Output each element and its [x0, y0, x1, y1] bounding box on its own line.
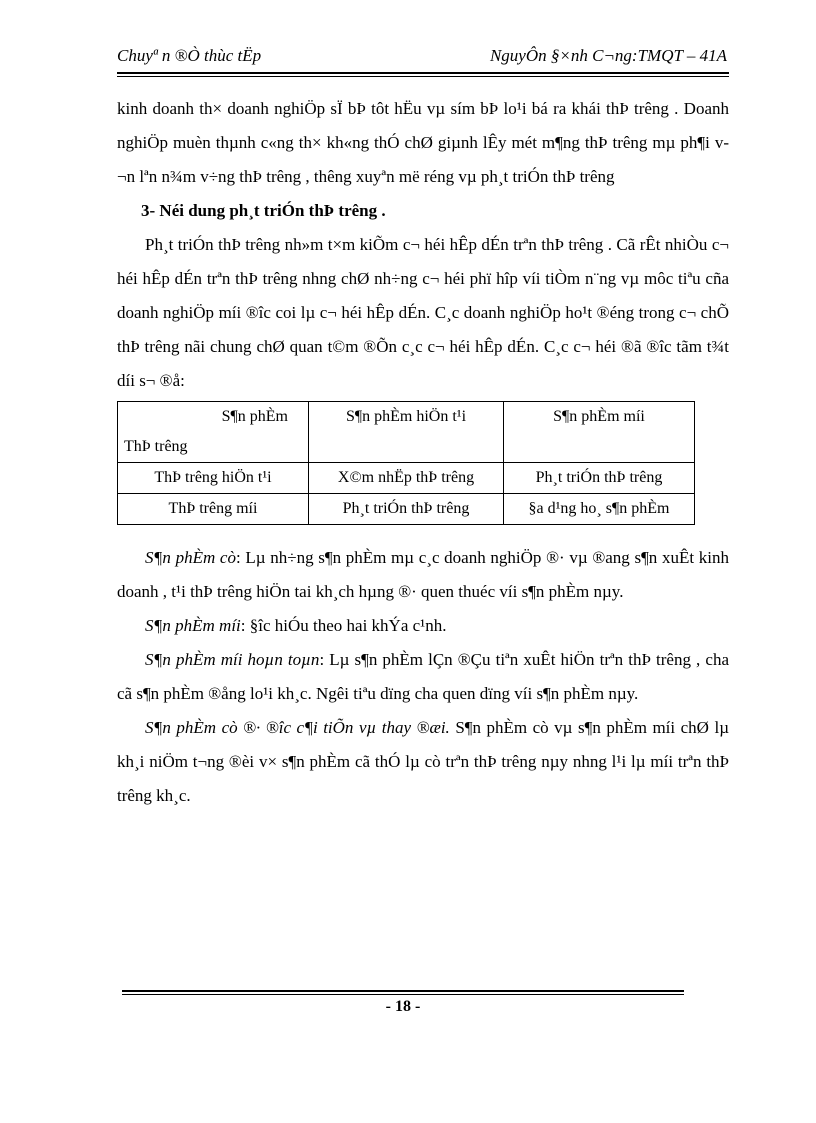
table-cell: X©m nhËp thÞ trêng: [309, 463, 504, 494]
footer-rule-thick: [122, 990, 684, 992]
table-row: [118, 494, 695, 525]
paragraph-new-product: [117, 609, 729, 643]
page-number: - 18 -: [385, 998, 421, 1015]
table-col-header: S¶n phÈm hiÖn t¹i: [309, 402, 504, 463]
table-cell: Ph¸t triÓn thÞ trêng: [504, 463, 695, 494]
paragraph-brand-new-product: [117, 643, 729, 711]
running-header: [117, 44, 727, 70]
definition-new-product: : §îc hiÓu theo hai khÝa c¹nh.: [240, 616, 447, 635]
paragraph-improved-product: [117, 711, 729, 813]
header-rule-thin: [117, 76, 729, 77]
corner-product-label: S¶n phÈm: [221, 408, 288, 425]
term-brand-new-product: S¶n phÈm míi hoµn toµn: [145, 650, 320, 669]
definition-old-product: : Lµ nh÷ng s¶n phÈm mµ c¸c doanh nghiÖp ®· vµ ®ang s¶n xuÊt kinh doanh , t¹i thÞ trêng hiÖn tai kh¸ch hµng ®· quen thuéc víi s¶n phÈm nµy.: [117, 548, 729, 601]
table-col-header: S¶n phÈm míi: [504, 402, 695, 463]
page-body: [117, 92, 729, 813]
table-corner-cell: [118, 402, 309, 463]
footer-rule-thin: [122, 994, 684, 995]
section-heading: 3- Néi dung ph¸t triÓn thÞ trêng .: [141, 201, 386, 220]
table-cell: Ph¸t triÓn thÞ trêng: [309, 494, 504, 525]
table-header-row: [118, 402, 695, 463]
header-author: NguyÔn §×nh C¬ng:TMQT – 41A: [489, 46, 727, 65]
paragraph-old-product: [117, 541, 729, 609]
term-improved-product: S¶n phÈm cò ®· ®îc c¶i tiÕn vµ thay ®æi.: [145, 718, 450, 737]
table-row: [118, 463, 695, 494]
paragraph-intro: kinh doanh th× doanh nghiÖp sÏ bÞ tôt hËu vµ sím bÞ lo¹i bá ra khái thÞ trêng . Doanh nghiÖp muèn thµnh c«ng th× kh«ng thÓ chØ giµnh lÊy mét m¶ng thÞ trêng mµ ph¶i v¬n lªn n¾m v÷ng thÞ trêng , thêng xuyªn më réng vµ ph¸t triÓn thÞ trêng: [117, 99, 729, 186]
table-cell: §a d¹ng ho¸ s¶n phÈm: [504, 494, 695, 525]
header-title: Chuyª n ®Ò thùc tËp: [117, 46, 262, 65]
corner-market-label: ThÞ trêng: [124, 438, 188, 455]
definition-brand-new-product: : Lµ s¶n phÈm lÇn ®Çu tiªn xuÊt hiÖn trªn thÞ trêng , cha cã s¶n phÈm ®ång lo¹i kh¸c. Ngêi tiªu dïng cha quen dïng víi s¶n phÈm nµy.: [117, 650, 729, 703]
table-row-label: ThÞ trêng míi: [118, 494, 309, 525]
table-row-label: ThÞ trêng hiÖn t¹i: [118, 463, 309, 494]
term-old-product: S¶n phÈm cò: [145, 548, 236, 567]
product-market-matrix: [117, 401, 695, 525]
paragraph-market-development: Ph¸t triÓn thÞ trêng nh»m t×m kiÕm c¬ héi hÊp dÉn trªn thÞ trêng . Cã rÊt nhiÒu c¬ héi hÊp dÉn trªn thÞ trêng nhng chØ nh÷ng c¬ héi phï hîp víi tiÒm n¨ng vµ môc tiªu cña doanh nghiÖp míi ®îc coi lµ c¬ héi hÊp dÉn. C¸c doanh nghiÖp ho¹t ®éng trong c¬ chÕ thÞ trêng nãi chung chØ quan t©m ®Õn c¸c c¬ héi hÊp dÉn. C¸c c¬ héi ®ã ®îc tãm t¾t díi s¬ ®å:: [117, 235, 729, 390]
definition-improved-product: S¶n phÈm cò vµ s¶n phÈm míi chØ lµ kh¸i niÖm t¬ng ®èi v× s¶n phÈm cã thÓ lµ cò trªn thÞ trêng nµy nhng l¹i lµ míi trªn thÞ trêng kh¸c.: [117, 718, 729, 805]
term-new-product: S¶n phÈm míi: [145, 616, 241, 635]
header-rule-thick: [117, 72, 729, 74]
